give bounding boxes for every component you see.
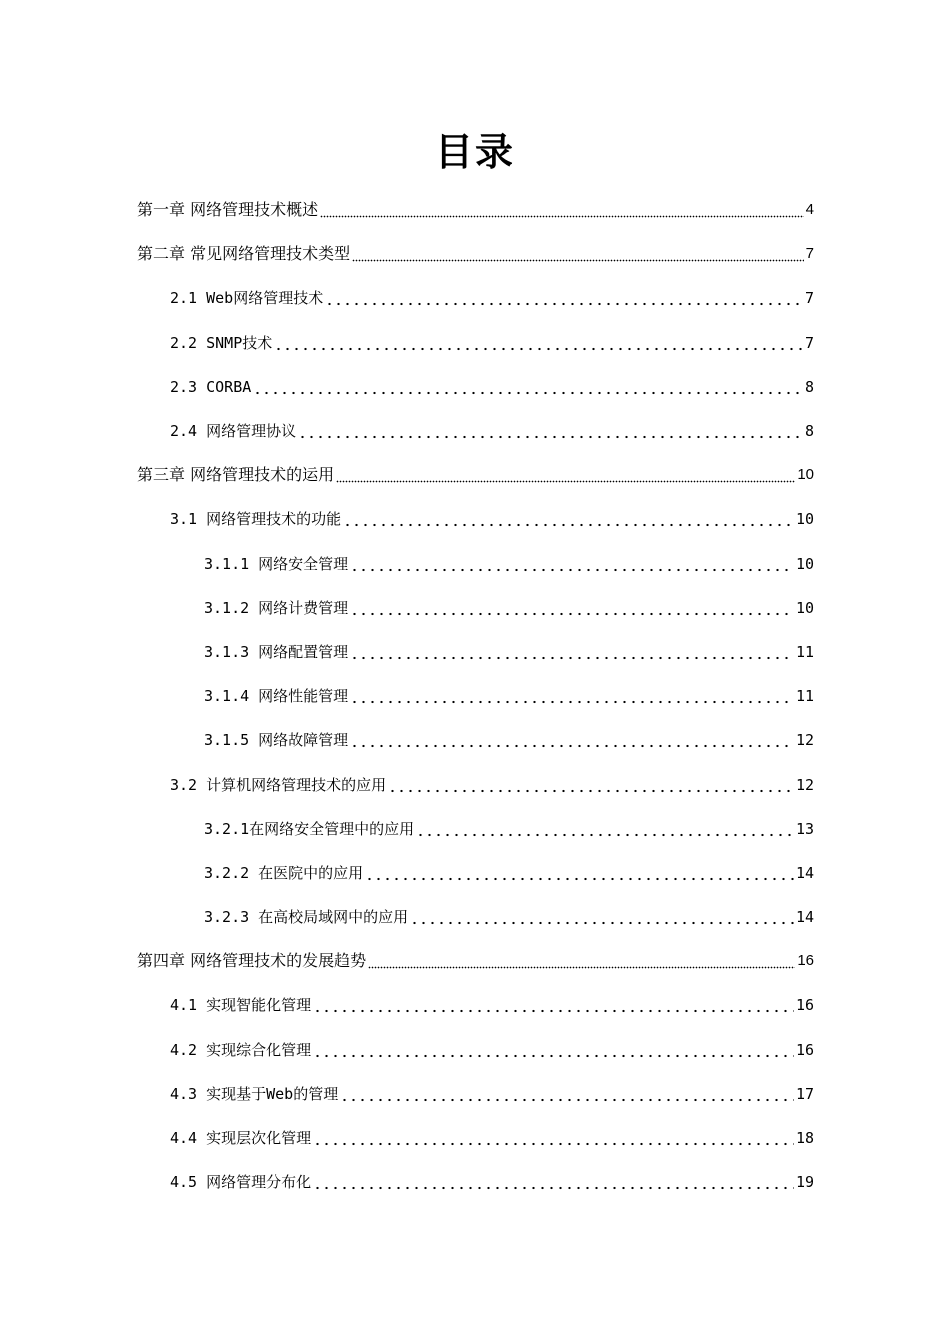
toc-entry-title: 2.3 CORBA bbox=[170, 377, 252, 396]
toc-entry-level-2[interactable] bbox=[0, 409, 950, 453]
toc-entry-page-number: 16 bbox=[795, 996, 814, 1015]
toc-entry-level-2[interactable] bbox=[0, 497, 950, 541]
toc-entry-title: 4.3 实现基于Web的管理 bbox=[170, 1084, 339, 1103]
toc-entry-title: 第四章 网络管理技术的发展趋势 bbox=[137, 951, 367, 971]
toc-entry-page-number: 4 bbox=[805, 201, 814, 219]
toc-entry-page-number: 16 bbox=[797, 952, 814, 970]
toc-entry-title: 第三章 网络管理技术的运用 bbox=[137, 465, 335, 485]
toc-dot-leader bbox=[350, 554, 794, 574]
toc-entry-title: 3.2.3 在高校局域网中的应用 bbox=[204, 908, 409, 927]
toc-entry-level-3[interactable] bbox=[0, 674, 950, 718]
toc-entry-level-3[interactable] bbox=[0, 542, 950, 586]
toc-entry-level-3[interactable] bbox=[0, 851, 950, 895]
toc-entry-page-number: 16 bbox=[795, 1040, 814, 1059]
toc-entry-title: 4.1 实现智能化管理 bbox=[170, 996, 312, 1015]
toc-dot-leader bbox=[253, 377, 803, 397]
toc-entry-level-1[interactable] bbox=[0, 453, 950, 497]
toc-dot-leader bbox=[350, 686, 794, 706]
toc-entry-title: 3.2.2 在医院中的应用 bbox=[204, 863, 364, 882]
toc-entry-page-number: 8 bbox=[804, 422, 814, 441]
toc-dot-leader bbox=[313, 1128, 794, 1148]
toc-dot-leader bbox=[320, 200, 804, 220]
toc-entry-page-number: 12 bbox=[795, 775, 814, 794]
toc-entry-page-number: 8 bbox=[804, 377, 814, 396]
toc-entry-level-2[interactable] bbox=[0, 1072, 950, 1116]
toc-entry-page-number: 12 bbox=[795, 731, 814, 750]
table-of-contents bbox=[0, 188, 950, 1204]
toc-dot-leader bbox=[368, 951, 795, 971]
toc-entry-title: 3.1 网络管理技术的功能 bbox=[170, 510, 342, 529]
toc-entry-title: 3.2.1在网络安全管理中的应用 bbox=[204, 819, 415, 838]
toc-entry-title: 3.2 计算机网络管理技术的应用 bbox=[170, 775, 387, 794]
toc-entry-page-number: 10 bbox=[797, 466, 814, 484]
toc-dot-leader bbox=[313, 995, 794, 1015]
toc-entry-level-2[interactable] bbox=[0, 321, 950, 365]
toc-entry-page-number: 18 bbox=[795, 1129, 814, 1148]
toc-entry-page-number: 14 bbox=[795, 908, 814, 927]
toc-entry-level-2[interactable] bbox=[0, 276, 950, 320]
toc-dot-leader bbox=[388, 775, 794, 795]
toc-entry-title: 第二章 常见网络管理技术类型 bbox=[137, 244, 351, 264]
toc-entry-title: 3.1.4 网络性能管理 bbox=[204, 687, 349, 706]
toc-dot-leader bbox=[325, 288, 803, 308]
toc-entry-level-3[interactable] bbox=[0, 718, 950, 762]
toc-entry-page-number: 13 bbox=[795, 819, 814, 838]
toc-entry-level-1[interactable] bbox=[0, 939, 950, 983]
page-title: 目录 bbox=[434, 130, 515, 174]
toc-entry-page-number: 11 bbox=[795, 687, 814, 706]
toc-entry-page-number: 14 bbox=[795, 863, 814, 882]
toc-entry-title: 3.1.3 网络配置管理 bbox=[204, 642, 349, 661]
toc-entry-title: 第一章 网络管理技术概述 bbox=[137, 200, 319, 220]
toc-entry-page-number: 7 bbox=[805, 245, 814, 263]
toc-entry-title: 4.2 实现综合化管理 bbox=[170, 1040, 312, 1059]
toc-entry-level-2[interactable] bbox=[0, 365, 950, 409]
toc-dot-leader bbox=[410, 907, 794, 927]
toc-entry-title: 2.2 SNMP技术 bbox=[170, 333, 273, 352]
toc-dot-leader bbox=[350, 730, 794, 750]
toc-entry-level-1[interactable] bbox=[0, 188, 950, 232]
toc-entry-page-number: 10 bbox=[795, 510, 814, 529]
toc-entry-page-number: 17 bbox=[795, 1084, 814, 1103]
toc-dot-leader bbox=[313, 1040, 794, 1060]
toc-entry-level-2[interactable] bbox=[0, 1116, 950, 1160]
toc-entry-page-number: 11 bbox=[795, 642, 814, 661]
toc-dot-leader bbox=[336, 465, 795, 485]
toc-entry-page-number: 10 bbox=[795, 554, 814, 573]
toc-dot-leader bbox=[350, 642, 794, 662]
toc-dot-leader bbox=[365, 863, 794, 883]
toc-entry-title: 3.1.1 网络安全管理 bbox=[204, 554, 349, 573]
toc-entry-title: 3.1.2 网络计费管理 bbox=[204, 598, 349, 617]
toc-dot-leader bbox=[350, 598, 794, 618]
toc-dot-leader bbox=[343, 509, 794, 529]
toc-entry-level-2[interactable] bbox=[0, 1160, 950, 1204]
toc-entry-level-2[interactable] bbox=[0, 1028, 950, 1072]
toc-entry-title: 3.1.5 网络故障管理 bbox=[204, 731, 349, 750]
toc-entry-level-2[interactable] bbox=[0, 983, 950, 1027]
toc-entry-level-3[interactable] bbox=[0, 895, 950, 939]
toc-entry-title: 4.5 网络管理分布化 bbox=[170, 1173, 312, 1192]
toc-entry-page-number: 19 bbox=[795, 1173, 814, 1192]
toc-entry-level-3[interactable] bbox=[0, 630, 950, 674]
toc-entry-page-number: 7 bbox=[804, 333, 814, 352]
toc-entry-level-3[interactable] bbox=[0, 807, 950, 851]
toc-dot-leader bbox=[416, 819, 794, 839]
toc-entry-title: 4.4 实现层次化管理 bbox=[170, 1129, 312, 1148]
toc-dot-leader bbox=[298, 421, 803, 441]
toc-dot-leader bbox=[340, 1084, 794, 1104]
toc-dot-leader bbox=[274, 333, 803, 353]
toc-entry-page-number: 10 bbox=[795, 598, 814, 617]
toc-dot-leader bbox=[352, 244, 804, 264]
toc-entry-title: 2.1 Web网络管理技术 bbox=[170, 289, 324, 308]
toc-entry-level-2[interactable] bbox=[0, 762, 950, 806]
toc-dot-leader bbox=[313, 1172, 794, 1192]
toc-entry-title: 2.4 网络管理协议 bbox=[170, 422, 297, 441]
toc-entry-page-number: 7 bbox=[804, 289, 814, 308]
toc-entry-level-3[interactable] bbox=[0, 586, 950, 630]
toc-entry-level-1[interactable] bbox=[0, 232, 950, 276]
